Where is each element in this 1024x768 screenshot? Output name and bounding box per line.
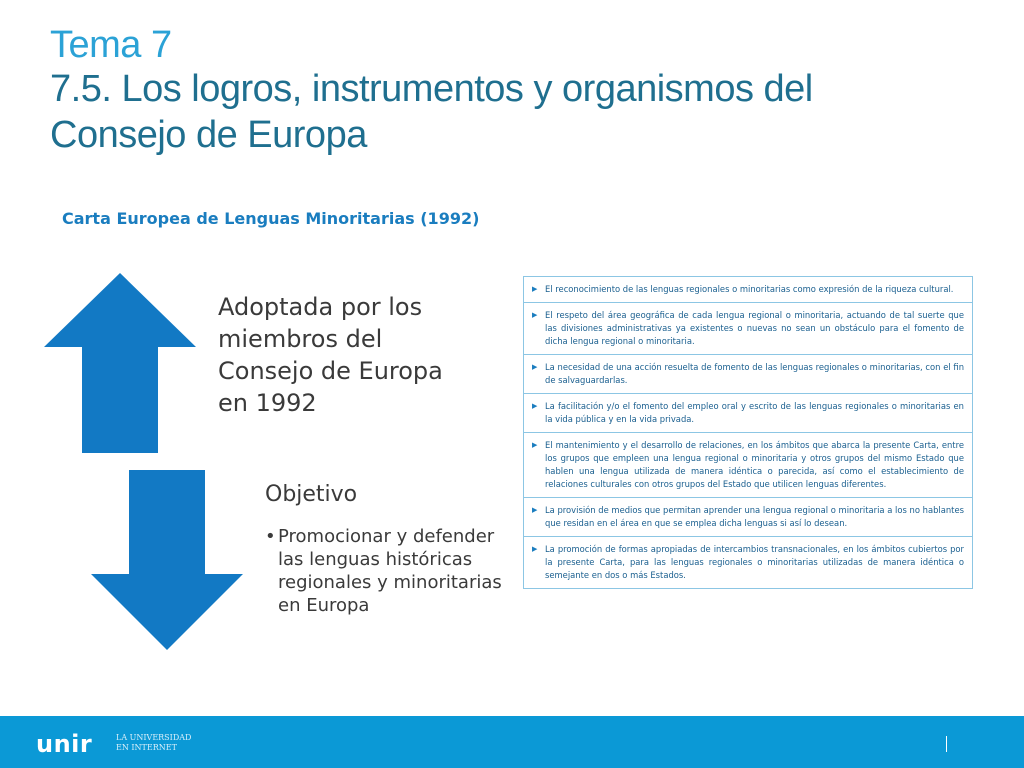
- page-divider: [946, 736, 947, 752]
- logo-tagline-line: LA UNIVERSIDAD: [116, 733, 192, 742]
- list-item-text: La necesidad de una acción resuelta de fomento de las lenguas regionales o minoritarias, con el fin de salvaguardarlas.: [545, 362, 964, 385]
- adoption-line: Consejo de Europa: [218, 357, 443, 385]
- list-item-text: La provisión de medios que permitan aprender una lengua regional o minoritaria a los no hablantes que residan en el área en que se emplea dicha lenguas si así lo desean.: [545, 505, 964, 528]
- footer-bar: [0, 716, 1024, 768]
- title-heading-line2: Consejo de Europa: [50, 114, 367, 156]
- adoption-line: en 1992: [218, 389, 317, 417]
- list-item-text: La promoción de formas apropiadas de intercambios transnacionales, en los ámbitos cubiertos por la presente Carta, para las lenguas regionales o minoritarias utilizadas de manera idéntica o semejante en dos o más Estados.: [545, 544, 964, 580]
- triangle-bullet-icon: ▶: [532, 403, 538, 410]
- slide-title: [50, 24, 990, 158]
- list-item-text: El mantenimiento y el desarrollo de relaciones, en los ámbitos que abarca la presente Carta, entre los grupos que empleen una lengua regional o minoritaria y otros grupos del mismo Estado que hablen una lengua utilizada de manera idéntica o parecida, así como el establecimiento de relaciones culturales con otros grupos del Estado que utilicen lenguas diferentes.: [545, 440, 964, 489]
- unir-logo: unir: [36, 730, 93, 758]
- bullet-marker: •: [265, 526, 276, 547]
- list-item: [524, 354, 972, 393]
- triangle-bullet-icon: ▶: [532, 507, 538, 514]
- list-item-text: La facilitación y/o el fomento del empleo oral y escrito de las lenguas regionales o minoritarias en la vida pública y en la vida privada.: [545, 401, 964, 424]
- list-item: [524, 277, 972, 302]
- list-item-text: El reconocimiento de las lenguas regionales o minoritarias como expresión de la riqueza cultural.: [545, 284, 954, 294]
- section-subtitle: Carta Europea de Lenguas Minoritarias (1992): [62, 209, 480, 228]
- principles-list: [523, 276, 973, 589]
- objective-text: Promocionar y defender las lenguas históricas regionales y minoritarias en Europa: [278, 526, 502, 616]
- up-arrow-icon: [44, 273, 196, 453]
- adoption-text: [218, 291, 478, 419]
- triangle-bullet-icon: ▶: [532, 286, 538, 293]
- adoption-line: Adoptada por los: [218, 293, 423, 321]
- triangle-bullet-icon: ▶: [532, 546, 538, 553]
- list-item: [524, 536, 972, 588]
- down-arrow-icon: [91, 470, 243, 650]
- adoption-line: miembros del: [218, 325, 383, 353]
- list-item: [524, 497, 972, 536]
- list-item: [524, 432, 972, 497]
- objective-title: Objetivo: [265, 482, 358, 507]
- list-item: [524, 302, 972, 354]
- list-item-text: El respeto del área geográfica de cada lengua regional o minoritaria, actuando de tal suerte que las divisiones administrativas ya existentes o nuevas no sean un obstáculo para el fomento de dicha lengua regional o minoritaria.: [545, 310, 964, 346]
- logo-tagline-line: EN INTERNET: [116, 743, 177, 752]
- title-heading-line1: 7.5. Los logros, instrumentos y organismos del: [50, 68, 813, 110]
- logo-tagline: [116, 733, 191, 753]
- title-topic: Tema 7: [50, 24, 172, 66]
- objective-bullet: [265, 525, 510, 617]
- triangle-bullet-icon: ▶: [532, 442, 538, 449]
- list-item: [524, 393, 972, 432]
- triangle-bullet-icon: ▶: [532, 364, 538, 371]
- triangle-bullet-icon: ▶: [532, 312, 538, 319]
